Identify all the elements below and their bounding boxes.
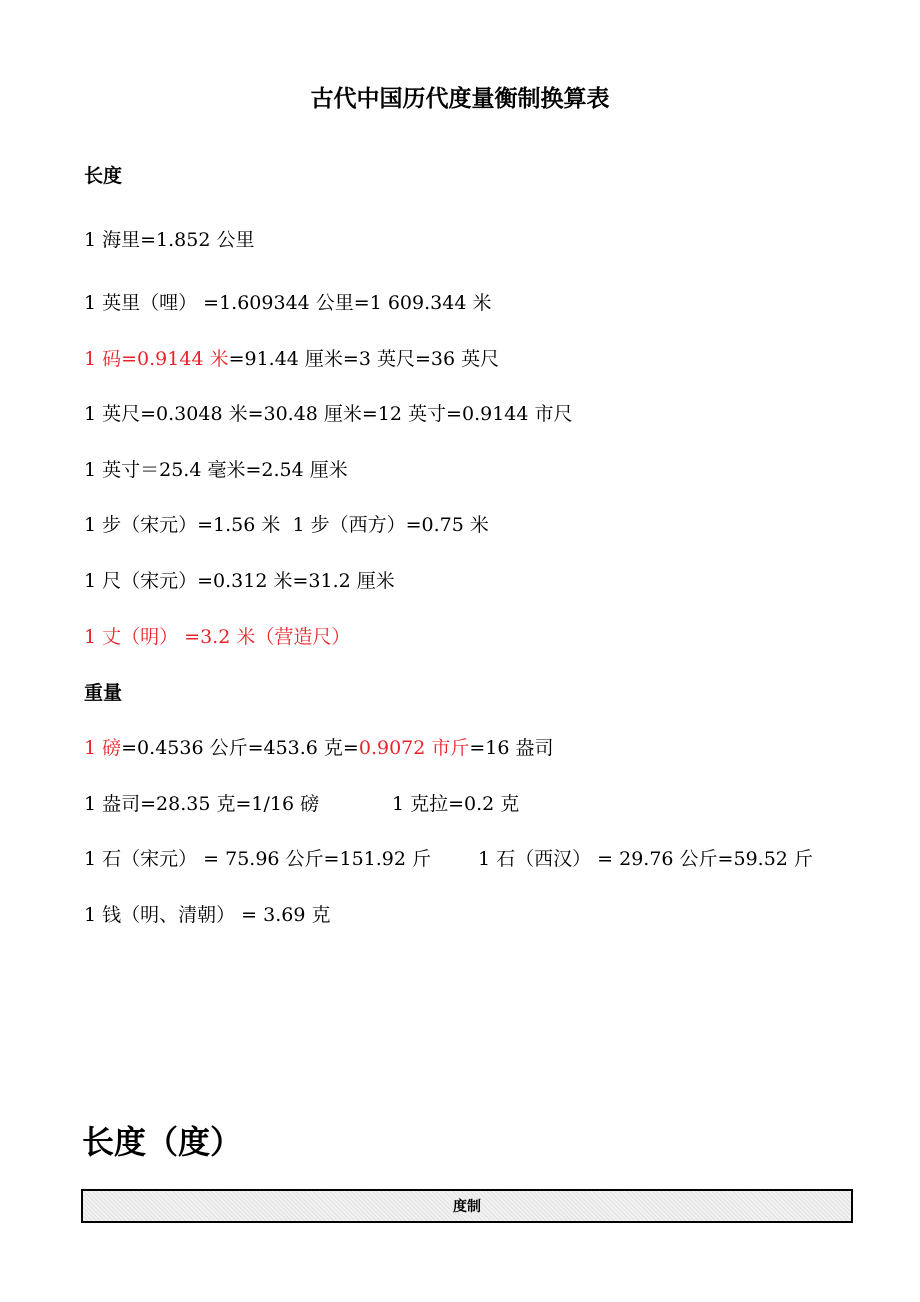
- weight-line-shi-song: 1 石（宋元） = 75.96 公斤=151.92 斤: [84, 848, 432, 870]
- pound-highlight: 1 磅: [84, 737, 122, 759]
- yard-rest: =91.44 厘米=3 英尺=36 英尺: [228, 348, 500, 370]
- length-line-inch: 1 英寸＝25.4 毫米=2.54 厘米: [84, 459, 348, 481]
- length-line-chi: 1 尺（宋元）=0.312 米=31.2 厘米: [84, 570, 395, 592]
- weight-heading: 重量: [84, 682, 123, 704]
- weight-line-pound: [84, 735, 554, 761]
- length-line-foot: 1 英尺=0.3048 米=30.48 厘米=12 英寸=0.9144 市尺: [84, 403, 573, 425]
- table-header-row: [81, 1189, 853, 1223]
- jin-highlight: 0.9072 市斤: [358, 737, 470, 759]
- pound-mid: =0.4536 公斤=453.6 克=: [121, 737, 359, 759]
- length-line-step: 1 步（宋元）=1.56 米 1 步（西方）=0.75 米: [84, 514, 489, 536]
- big-heading: 长度（度）: [82, 1123, 243, 1161]
- pound-end: =16 盎司: [469, 737, 554, 759]
- weight-line-carat: 1 克拉=0.2 克: [392, 793, 520, 815]
- length-line-nautical-mile: 1 海里=1.852 公里: [84, 229, 255, 251]
- yard-highlight: 1 码=0.9144 米: [84, 348, 229, 370]
- length-line-zhang: 1 丈（明） =3.2 米（营造尺）: [84, 626, 351, 648]
- page-title: 古代中国历代度量衡制换算表: [310, 86, 610, 112]
- length-line-yard: [84, 346, 499, 372]
- length-line-mile: 1 英里（哩） =1.609344 公里=1 609.344 米: [84, 292, 492, 314]
- weight-line-qian: 1 钱（明、清朝） = 3.69 克: [84, 904, 331, 926]
- table-header-cell: 度制: [453, 1199, 481, 1215]
- weight-line-ounce: 1 盎司=28.35 克=1/16 磅: [84, 793, 320, 815]
- length-heading: 长度: [84, 165, 123, 187]
- weight-line-shi-han: 1 石（西汉） = 29.76 公斤=59.52 斤: [478, 848, 813, 870]
